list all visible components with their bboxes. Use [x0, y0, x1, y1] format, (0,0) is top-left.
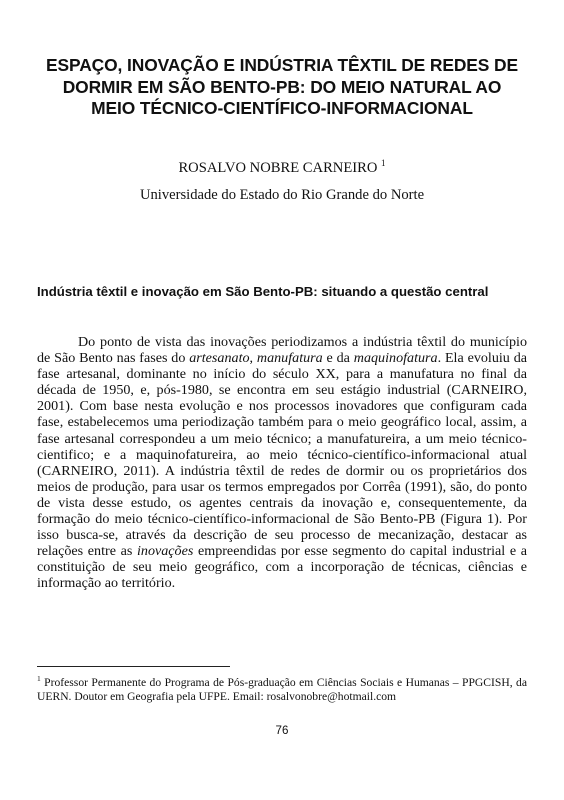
page-number: 76 [275, 724, 289, 737]
paragraph-run: Do ponto de vista das inovações periodizamos a indústria têxtil do município de São Bento nas fases do [37, 334, 527, 367]
footnote-separator [37, 666, 230, 667]
paragraph-run-italic: maquinofatura [353, 350, 438, 367]
section-heading: Indústria têxtil e inovação em São Bento-PB: situando a questão central [37, 284, 489, 299]
paragraph-run: , [249, 350, 257, 367]
paragraph-run: e da [322, 350, 354, 367]
paragraph-run: . Ela evoluiu da fase artesanal, dominante no início do século XX, para a manufatura no final da década de 1950, e, pós-1980, se encontra em seu estágio industrial (CARNEIRO, 2001). Com base nesta evolução e nos processos inovadores que configuram cada fase, estabelecemos uma periodização também para o meio geográfico local, assim, a fase artesanal correspondeu a um meio técnico; a manufatureira, a um meio técnico-cientifico; e a maquinofatureira, ao meio técnico-científico-informacional atual (CARNEIRO, 2011). A indústria têxtil de redes de dormir ou os proprietários dos meios de produção, para usar os termos empregados por Corrêa (1991), são, do ponto de vista desse estudo, os agentes centrais da inovação e, consequentemente, da formação do meio técnico-científico-informacional de São Bento-PB (Figura 1). Por isso busca-se, através da descrição de seu processo de mecanização, destacar as relações entre as [37, 350, 527, 560]
author-footnote-mark: 1 [381, 158, 386, 169]
paragraph-run: empreendidas por esse segmento do capital industrial e a constituição de seu meio geográfico, com a incorporação de técnicas, ciências e informação ao território. [37, 543, 528, 592]
footnote-mark: 1 [37, 674, 41, 684]
paper-title: ESPAÇO, INOVAÇÃO E INDÚSTRIA TÊXTIL DE REDES DE DORMIR EM SÃO BENTO-PB: DO MEIO NATURAL AO MEIO TÉCNICO-CIENTÍFICO-INFORMACIONAL [46, 55, 518, 118]
footnote-text: Professor Permanente do Programa de Pós-graduação em Ciências Sociais e Humanas – PPGCISH, da UERN. Doutor em Geografia pela UFPE. Email: rosalvonobre@hotmail.com [37, 676, 527, 704]
paragraph-run-italic: manufatura [256, 350, 323, 367]
paragraph-run-italic: inovações [136, 543, 194, 560]
paragraph-run-italic: artesanato [189, 350, 250, 367]
author-line [40, 159, 524, 177]
body-paragraph [37, 334, 527, 592]
author-affiliation: Universidade do Estado do Rio Grande do Norte [139, 187, 425, 203]
footnote [37, 676, 527, 704]
author-name: ROSALVO NOBRE CARNEIRO [178, 160, 378, 176]
